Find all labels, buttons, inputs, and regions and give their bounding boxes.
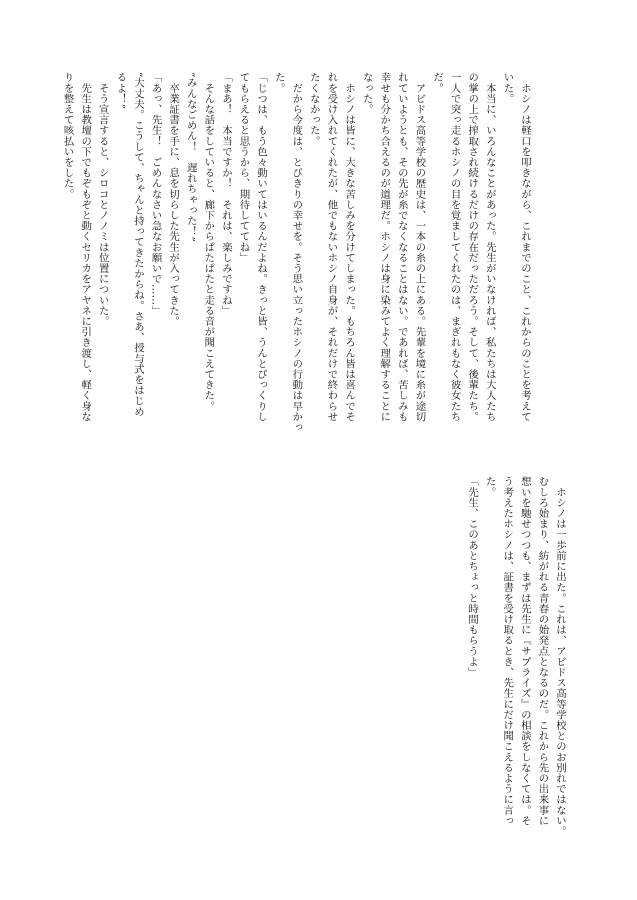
text-line: 本当に、いろんなことがあった。先生がいなければ、私たちは大人たち: [483, 72, 496, 422]
text-line: 先生は教壇の下でもぞもぞと動くセリカをアヤネに引き渡し、軽く身な: [79, 72, 92, 422]
text-line: 卒業証書を手に、息を切らした先生が入ってきた。: [167, 72, 180, 327]
text-line: 幸せも分かち合えるのが道理だ。ホシノは身に染みてよく理解することに: [378, 72, 391, 422]
text-line: たくなかった。: [307, 72, 320, 147]
text-line: りを整えて咳払いをした。: [61, 72, 74, 200]
text-line: だから今度は、とびきりの幸せを。そう思い立ったホシノの行動は早かっ: [290, 72, 303, 433]
text-line: た。: [483, 476, 496, 498]
text-line: むしろ始まり、紡がれる青春の始発点となるのだ。これから先の出来事に: [536, 476, 549, 826]
text-line: なった。: [360, 72, 373, 115]
text-line: だ。: [431, 72, 444, 94]
lower-text-block: [462, 476, 568, 848]
text-line: そんな話をしていると、廊下からぱたぱたと走る音が聞こえてきた。: [202, 72, 215, 412]
text-line: 「じつは、もう色々動いてはいるんだよね。きっと皆、うんとびっくりし: [255, 72, 268, 422]
text-line: ホシノは軽口を叩きながら、これまでのこと、これからのことを考えて: [519, 72, 531, 422]
text-line: “大丈夫。こうして、ちゃんと持ってきたからね。さあ、授与式をはじめ: [131, 72, 144, 417]
text-line: ホシノは皆に、大きな苦しみを分けてしまった。もちろん皆は喜んでそ: [343, 72, 356, 422]
text-line: いた。: [501, 72, 514, 104]
text-line: れを受け入れてくれたが、他でもないホシノ自身が、それだけで終わらせ: [325, 72, 338, 422]
text-line: 「まあ！ 本当ですか！ それは、楽しみですね」: [219, 72, 232, 316]
text-line: れていようとも、その先が糸でなくなることはない。であれば、苦しみも: [395, 72, 408, 422]
text-line: アビドス高等学校の歴史は、一本の糸の上にある。先輩を境に糸が途切: [413, 72, 426, 422]
text-line: う考えたホシノは、証書を受け取るとき、先生にだけ聞こえるように言っ: [501, 476, 514, 826]
text-line: るよ！”: [114, 72, 127, 110]
upper-text-block: [58, 72, 533, 444]
text-line: の掌の上で搾取され続けるだけの存在だっただろう。そして、後輩たち。: [466, 72, 479, 422]
text-line: そう宣言すると、シロコとノノミは位置についた。: [96, 72, 109, 327]
text-line: た。: [272, 72, 285, 94]
text-line: ホシノは一歩前に出た。これは、アビドス高等学校とのお別れではない。: [554, 476, 566, 837]
text-line: 「あっ、先生！ ごめんなさい急なお願いで……」: [149, 72, 162, 316]
text-line: てもらえると思うから、期待しててね」: [237, 72, 250, 263]
text-line: 想いを馳せつつも、まずは先生に『サプライズ』の相談をしなくては。そ: [518, 476, 531, 826]
text-line: 「先生、このあとちょっと時間もらうよ」: [466, 476, 479, 678]
text-line: “みんなごめん！ 遅れちゃった！”: [184, 72, 197, 243]
text-line: 一人で突っ走るホシノの目を覚ましてくれたのは、まぎれもなく彼女たち: [448, 72, 461, 422]
